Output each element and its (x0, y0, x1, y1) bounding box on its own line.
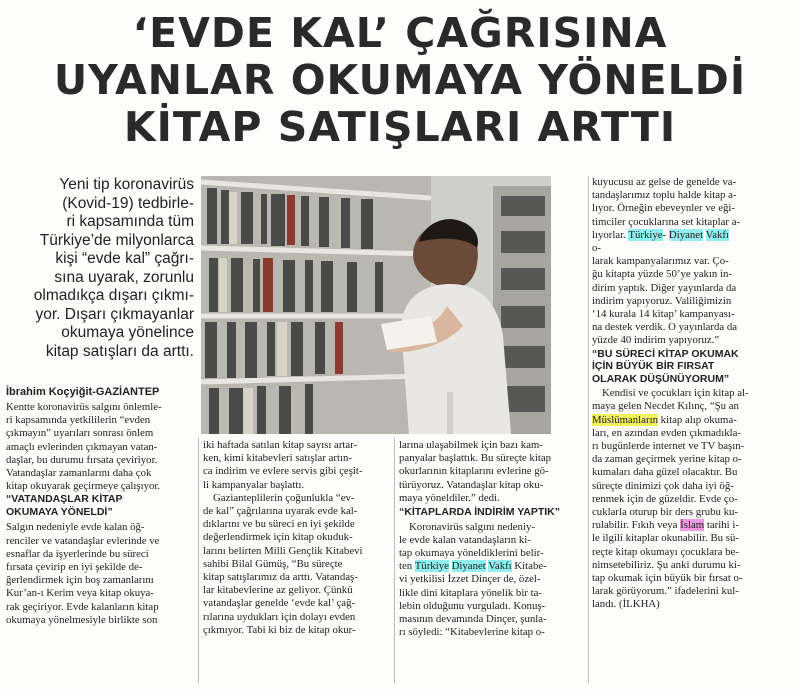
text-line: tap okumak için büyük bir fırsat o- (592, 571, 743, 584)
text-line: değerlendirmek için kitap okuduk- (203, 531, 353, 544)
text-line: sahibi Bilal Gümüş, “Bu süreçte (203, 557, 343, 570)
highlight-diyanet: Diyanet (451, 560, 486, 573)
text-line: o- (592, 242, 601, 255)
text-line: Vatandaşlar zamanlarını daha çok (6, 467, 152, 480)
text-line: na destek verdik. O yayınlarda da (592, 321, 738, 334)
text-line: Salgın nedeniyle evde kalan öğ- (6, 521, 145, 534)
lead-line: Yeni tip koronavirüs (59, 176, 194, 193)
text-line: landı. (İLKHA) (592, 598, 660, 611)
lead-line: ri kapsamında tüm (66, 213, 194, 230)
text-line: reçte kitap okumayı çocuklara be- (592, 545, 739, 558)
lead-line: Türkiye’de milyonlarca (39, 231, 194, 249)
column-divider (394, 438, 395, 683)
text-line: lar kitabevlerine az geliyor. Çünkü (203, 584, 353, 597)
headline-line-3: KİTAP SATIŞLARI ARTTI (123, 103, 677, 151)
text-line: rılarına uydukları için dolayı evden (203, 610, 356, 623)
text-line: yüzde 40 indirim yapıyoruz.” (592, 334, 720, 347)
highlight-muslumanlarin: Müslümanların (592, 413, 658, 426)
text-line: amaçlı evlerinden çıkmayan vatan- (6, 440, 158, 453)
text-line: ken, kimi kitabevleri satışlar artın- (203, 452, 353, 465)
text-line: kitap okuyarak geçirmeye çalışıyor. (6, 480, 161, 493)
subheading: “KİTAPLARDA İNDİRİM YAPTIK” (399, 506, 561, 519)
lead-line: yor. Dışarı çıkmayanlar (35, 305, 194, 323)
headline-line-1: ‘EVDE KAL’ ÇAĞRISINA (132, 9, 668, 57)
text-line: da zaman geçirmek yerine kitap o- (592, 453, 742, 466)
text-line: timciler çocuklarına set kitaplar a- (592, 215, 741, 228)
text-line: indirim yapıyoruz. Valiliğimizin (592, 294, 732, 307)
text-line: Kendisi ve çocukları için kitap al- (602, 387, 749, 400)
text-line: lıyor. Örneğin ebeveynler ve eği- (592, 202, 736, 215)
subheading: “BU SÜRECİ KİTAP OKUMAK (592, 347, 739, 360)
text-line: çıkmayın” uyarıları sonrası önlem (6, 427, 154, 440)
text-line: rı bugünlerde internet ve TV başın- (592, 439, 745, 452)
text-line: ları, en azından evden çıkmadıkla- (592, 426, 741, 439)
headline (0, 10, 800, 151)
text-line: renmek için de güzeldir. Evde ço- (592, 492, 738, 505)
text-line: nimsetebiliriz. Şu anki durumu ki- (592, 558, 741, 571)
text-line: de kal” çağrılarına uyarak evde kal- (203, 505, 358, 518)
lead-line: olmadıkça dışarı çıkmı- (33, 287, 194, 304)
text-line: ğu kitapta yüzde 50’ye yakın in- (592, 268, 733, 281)
text-line: ten Türkiye Diyanet Vakfı Kitabe- (399, 560, 547, 573)
subheading: OLARAK DÜŞÜNÜYORUM” (592, 372, 730, 385)
text-line: maya gelen Necdet Kılınç, “Şu an (592, 400, 739, 413)
highlight-vakfi: Vakfı (488, 560, 512, 573)
text-line: rak geçiriyor. Evde kalanların kitap (6, 600, 159, 613)
text-line: larına ulaşabilmek için bazı kam- (399, 439, 543, 451)
text-line: kitap satışlarımız da arttı. Vatandaş- (203, 571, 358, 584)
highlight-islam: İslam (680, 519, 705, 532)
text-line: çıkmıyor. Tabi ki biz de kitap okur- (203, 623, 356, 636)
text-line: cuklarla oturup bir ders grubu ku- (592, 505, 739, 518)
lead-paragraph (8, 176, 194, 361)
highlight-turkiye: Türkiye (628, 228, 663, 241)
lead-line: okumaya yönelince (61, 324, 194, 341)
text-line: vatandaşlar genelde ‘evde kal’ çağ- (203, 597, 356, 610)
column-divider (588, 176, 589, 683)
text-line: fırsata çevirip en iyi şekilde de- (6, 561, 143, 574)
column-1 (6, 401, 198, 627)
highlight-vakfi: Vakfı (705, 228, 729, 241)
text-line: tap okumaya yöneldiklerini belir- (399, 546, 544, 559)
text-line: larını belirten Milli Gençlik Kitabevi (203, 544, 363, 557)
text-line: vi yetkilisi İzzet Dinçer de, özel- (399, 573, 541, 586)
text-line: ‘14 kurala 14 kitap’ kampanyası- (592, 308, 735, 321)
text-line: renciler ve vatandaşlar evlerinde ve (6, 534, 160, 547)
text-line: le evde kalan vatandaşların ki- (399, 533, 531, 546)
text-line: rı söyledi: “Kitabevlerine kitap o- (399, 626, 545, 639)
highlight-diyanet: Diyanet (668, 228, 704, 241)
subheading: İÇİN BÜYÜK BİR FIRSAT (592, 360, 715, 373)
text-line: ğerlendirmek için boş zamanlarını (6, 574, 154, 587)
text-line: dirim yaptık. Diğer yayınlarda da (592, 281, 737, 294)
text-line: Koronavirüs salgını nedeniy- (409, 520, 535, 533)
lead-line: (Kovid-19) tedbirle- (62, 194, 194, 212)
text-line: tandaşlarımız toplu halde kitap a- (592, 189, 737, 202)
text-line: Kentte koronavirüs salgını önlemle- (6, 401, 162, 413)
text-line: li kampanyalar başlattı. (203, 478, 305, 491)
text-line: iki haftada satılan kitap sayısı artar- (203, 439, 358, 451)
headline-line-2: UYANLAR OKUMAYA YÖNELDİ (53, 56, 747, 104)
text-line: okumaya yönelmesiyle birlikte son (6, 613, 158, 626)
lead-line: kitap satışları da arttı. (45, 342, 194, 360)
highlight-turkiye: Türkiye (414, 560, 449, 573)
text-line: rulabilir. Fıkıh veya İslam tarihi i- (592, 519, 739, 532)
subheading: “VATANDAŞLAR KİTAP (6, 493, 123, 506)
text-line: Müslümanların kitap alıp okuma- (592, 413, 737, 426)
text-line: ca indirim ve evlere servis gibi çeşit- (203, 465, 363, 478)
text-line: süreçte dinimizi çok daha iyi öğ- (592, 479, 734, 492)
text-line: esnaflar da işyerlerinde bu süreci (6, 547, 149, 560)
text-line: okurlarının kitaplarını evlerine gö- (399, 465, 549, 478)
bookstore-photo (201, 176, 551, 434)
text-line: lebin olduğunu vurguladı. Konuş- (399, 599, 546, 612)
text-line: kumaları daha güzel olacaktır. Bu (592, 466, 738, 479)
text-line: daşlar, bu durumu fırsata çeviriyor. (6, 453, 158, 466)
column-3 (399, 439, 583, 639)
text-line: likle dini kitaplara yönelik bir ta- (399, 586, 543, 599)
text-line: ri kapsamında yetkililerin “evden (6, 414, 151, 427)
text-line: larak görüyorum.” ifadelerini kul- (592, 585, 739, 598)
text-line: kuyucusu az gelse de genelde va- (592, 176, 737, 188)
text-line: maya yöneldiler.” dedi. (399, 491, 500, 504)
text-line: Gazianteplilerin çoğunlukla “ev- (213, 491, 355, 504)
text-line: Kur’an-ı Kerim veya kitap okuya- (6, 587, 154, 600)
column-2 (203, 439, 391, 637)
text-line: masının devamında Dinçer, şunla- (399, 612, 547, 625)
byline: İbrahim Koçyiğit-GAZİANTEP (6, 386, 160, 398)
lead-line: kişi “evde kal” çağrı- (55, 250, 194, 267)
lead-line: sına uyarak, zorunlu (54, 268, 194, 286)
column-4 (592, 176, 792, 612)
text-line: panyalar başlattık. Bu süreçte kitap (399, 452, 552, 465)
column-divider (198, 438, 199, 683)
bookstore-photo-image (201, 176, 551, 434)
subheading: OKUMAYA YÖNELDİ” (6, 505, 113, 518)
text-line: le ilgili kitaplar okunabilir. Bu sü- (592, 532, 739, 545)
text-line: lıyorlar. Türkiye- Diyanet Vakfı (592, 228, 729, 241)
text-line: larak kampanyalarımız var. Ço- (592, 255, 729, 268)
text-line: türüyoruz. Vatandaşlar kitap oku- (399, 478, 544, 491)
text-line: dıklarını ve bu süreci en iyi şekilde (203, 518, 355, 531)
